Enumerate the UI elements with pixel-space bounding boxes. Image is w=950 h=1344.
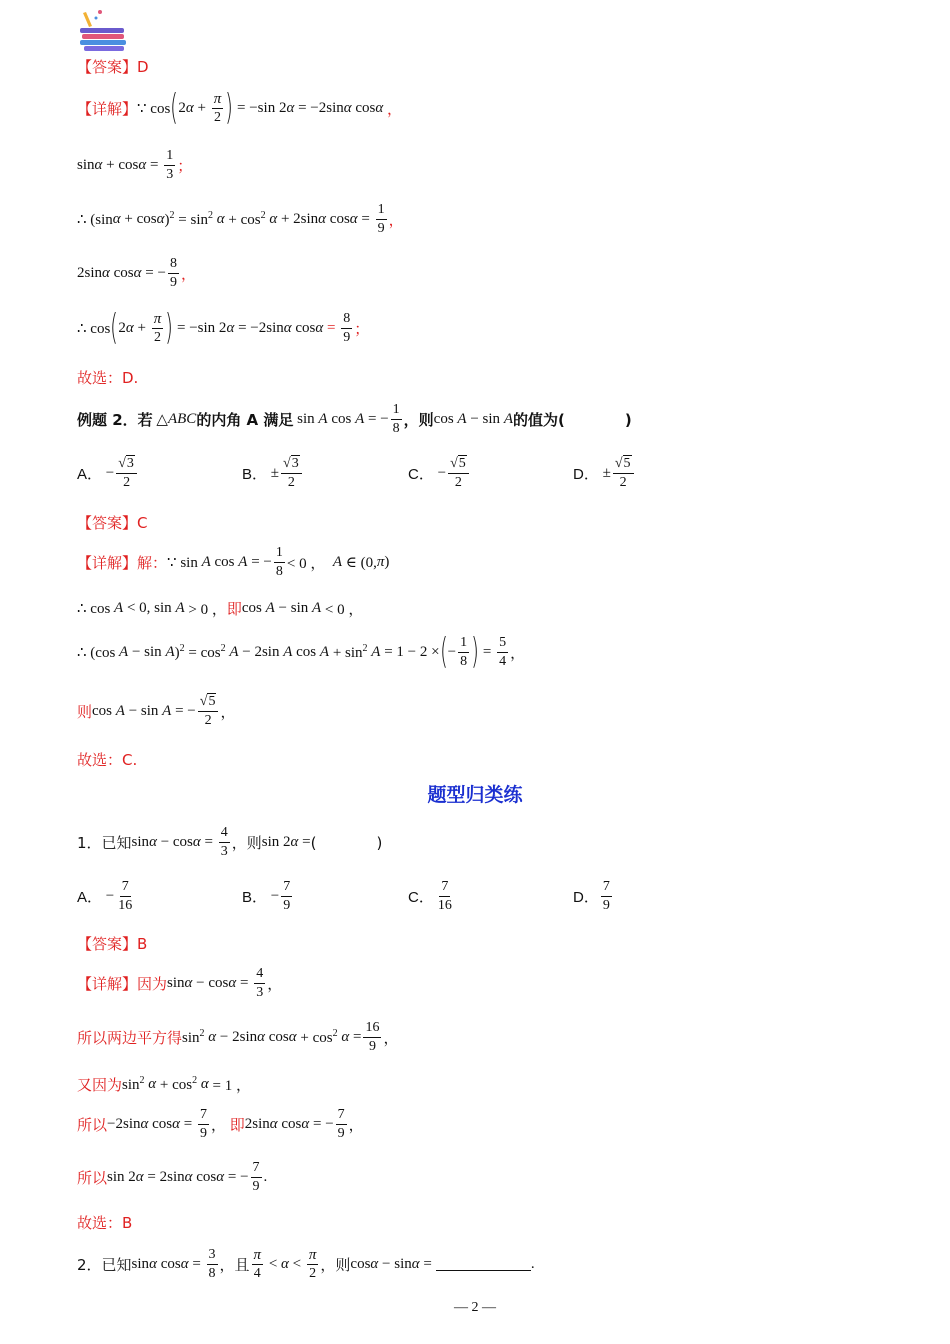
detail-3-line-2: 所以两边平方得 $\sin^2$ α − 2sin α cos α + $\cos^2$ α = $\frac{16}{9}$ ， — [77, 1020, 399, 1054]
ex2-option-d: D． ± $\frac{√5}{2}$ — [573, 456, 636, 491]
ex2-option-b: B． ± $\frac{√3}{2}$ — [242, 456, 304, 491]
detail-1-line-2: sin α + cos α = $\frac{1}{3}$ ； — [77, 148, 193, 182]
books-logo-icon — [78, 8, 128, 52]
choose-line-3: 故选：B — [77, 1214, 133, 1232]
q1-option-b: B． − $\frac{7}{9}$ — [242, 879, 291, 913]
ex2-option-c: C． − $\frac{√5}{2}$ — [408, 456, 471, 491]
q2-question: 2．已知 sin α cos α = $\frac{3}{8}$ ，且 $\frac{\pi}{4}$ < α < $\frac{\pi}{2}$ ，则 cos α − sin α = . — [77, 1247, 535, 1281]
detail-label: 【详解】 — [77, 99, 138, 118]
example-2-question: 例题 2．若 △ ABC 的内角 A 满足 sin A cos A = − $\frac{1}{8}$ ，则 cos A − sin A 的值为( ) — [77, 402, 632, 436]
answer-value: D — [137, 57, 149, 76]
detail-2-line-4: 则 cos A − sin A = − $\frac{√5}{2}$ ， — [77, 694, 236, 728]
q1-option-c: C． $\frac{7}{16}$ — [408, 879, 452, 913]
page-number: — 2 — — [454, 1300, 496, 1315]
detail-3-line-3: 又因为 $\sin^2$ α + $\cos^2$ α = 1 ， — [77, 1075, 251, 1094]
answer-blank[interactable] — [436, 1258, 531, 1271]
detail-1-line-5: ∴ cos ( 2 α + $\frac{\pi}{2}$ ) = −sin 2 α = −2sin α cos α = $\frac{8}{9}$ ； — [77, 307, 370, 348]
detail-1-line-4: 2sin α cos α = − $\frac{8}{9}$ ， — [77, 256, 196, 290]
detail-3-line-4: 所以 −2sin α cos α = $\frac{7}{9}$ ， 即 2sin α cos α = − $\frac{7}{9}$ ， — [77, 1107, 364, 1141]
q1-option-d: D． $\frac{7}{9}$ — [573, 879, 610, 913]
q1-option-a: A． − $\frac{7}{16}$ — [77, 879, 133, 913]
detail-2-line-1: 【详解】 解： ∵ sin A cos A = − $\frac{1}{8}$ < 0 ， A ∈ (0, π ) — [77, 545, 390, 579]
detail-1-line-1: 【详解】 ∵ cos ( 2 α + $\frac{\pi}{2}$ ) = −sin 2 α = −2sin α cos α ， — [77, 87, 403, 128]
q1-question: 1．已知 sin α − cos α = $\frac{4}{3}$ ，则 sin 2 α = ( ) — [77, 825, 383, 859]
detail-3-line-1: 【详解】 因为 sin α − cos α = $\frac{4}{3}$ ， — [77, 966, 283, 1000]
answer-3: 【答案】 B — [77, 934, 148, 953]
ex2-option-a: A． − $\frac{√3}{2}$ — [77, 456, 139, 491]
detail-1-line-3: ∴ (sin α + cos α )$^2 = \sin^2$ α + $\cos^2$ α + 2sin α cos α = $\frac{1}{9}$ ， — [77, 202, 404, 236]
detail-2-line-2: ∴ cos A < 0, sin A > 0 ， 即 cos A − sin A < 0 ， — [77, 600, 364, 618]
choose-line-1: 故选：D. — [77, 369, 139, 387]
choose-line-2: 故选：C. — [77, 751, 138, 769]
detail-3-line-5: 所以 sin 2 α = 2sin α cos α = − $\frac{7}{9}$ . — [77, 1160, 268, 1194]
detail-2-line-3: ∴ (cos A − sin A )$^2 = \cos^2$ A − 2sin A cos A + $\sin^2$ A = 1 − 2 × ( − $\frac{1}{8}$ ) = $\frac{5}{4}$ ， — [77, 631, 526, 672]
answer-label: 【答案】 — [77, 58, 138, 76]
section-title: 题型归类练 — [427, 784, 523, 806]
answer-1 — [77, 56, 149, 77]
answer-2: 【答案】 C — [77, 513, 148, 532]
